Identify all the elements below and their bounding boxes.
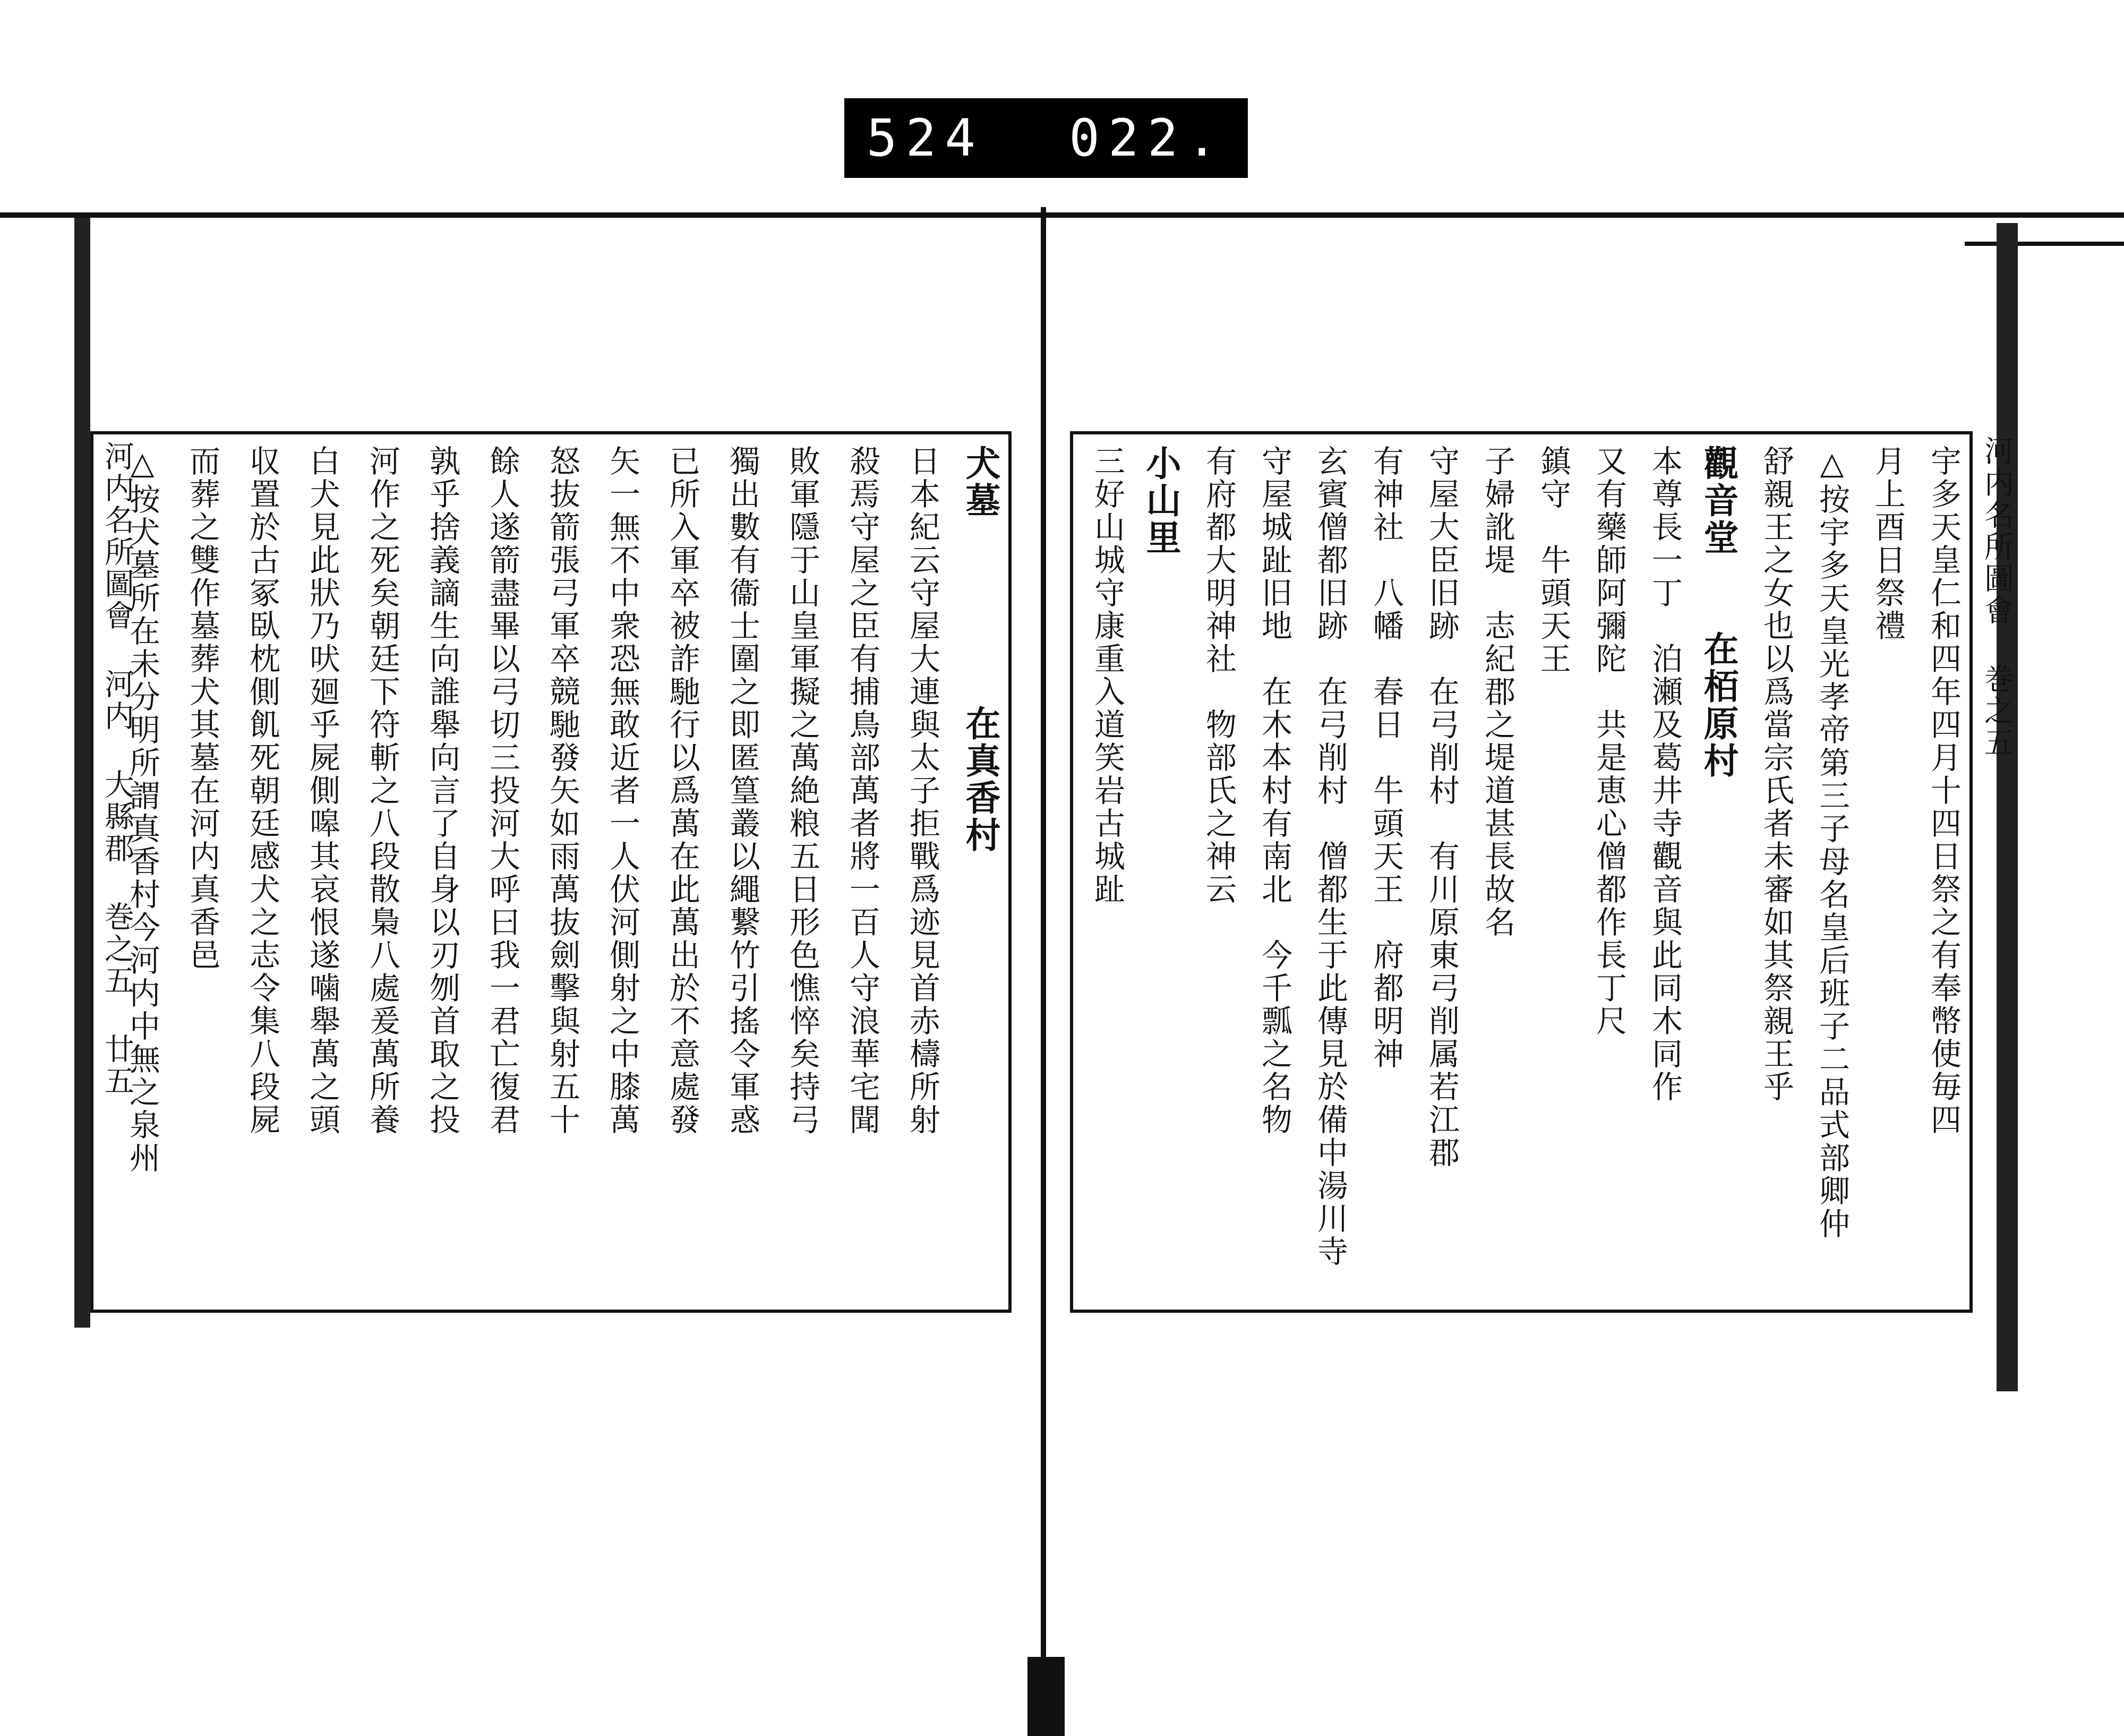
gutter-volume-right: 巻之五 (1980, 663, 2014, 759)
left-col-11: 白犬見此狀乃吠廻乎屍側嗥其哀恨遂噛舉萬之頭 (304, 445, 340, 1136)
left-col-6: 矢一無不中衆恐無敢近者一人伏河側射之中膝萬 (604, 445, 640, 1136)
left-col-3: 敗軍隱于山皇軍擬之萬絶粮五日形色憔悴矣持弓 (784, 445, 820, 1136)
left-col-0: 犬墓 在真香村 (960, 445, 1001, 854)
right-col-11: 玄賓僧都旧跡 在弓削村 僧都生于此傳見於備中湯川寺 (1312, 445, 1348, 1268)
left-col-7: 怒抜箭張弓軍卒競馳發矢如雨萬抜劍擊與射五十 (544, 445, 580, 1136)
left-col-10: 河作之死矣朝廷下符斬之八段散梟八處爰萬所養 (364, 445, 400, 1136)
left-col-14: △按犬墓所在未分明所謂真香村今河内中無之泉州 (124, 445, 160, 1175)
left-col-12: 収置於古冢臥枕側飢死朝廷感犬之志令集八段屍 (244, 445, 280, 1136)
right-col-9: 守屋大臣旧跡 在弓削村 有川原東弓削属若江郡 (1424, 445, 1460, 1169)
archive-number-right: 022. (1069, 108, 1226, 168)
right-col-2: △按宇多天皇光孝帝第三子母名皇后班子二品式部卿仲 (1814, 445, 1850, 1241)
right-col-7: 鎮守 牛頭天王 (1535, 445, 1571, 675)
left-col-8: 餘人遂箭盡畢以弓切三投河大呼曰我一君亡復君 (484, 445, 520, 1136)
left-col-4: 獨出數有衞士圍之即匿篁叢以繩繋竹引搖令軍惑 (724, 445, 760, 1136)
archive-number-stamp (844, 98, 1248, 178)
right-col-14: 小山里 (1140, 445, 1181, 557)
archive-number-left: 524 (866, 108, 984, 168)
right-col-0: 宇多天皇仁和四年四月十四日祭之有奉幣使毎四 (1925, 445, 1962, 1136)
right-col-1: 月上酉日祭禮 (1870, 445, 1906, 643)
right-col-3: 舒親王之女也以爲當宗氏者未審如其祭親王乎 (1758, 445, 1794, 1104)
left-col-1: 日本紀云守屋大連與太子拒戰爲迹見首赤檮所射 (904, 445, 940, 1136)
gutter-chapter: 河内 (100, 669, 134, 732)
gutter-title-right: 河内名所圖會 (1980, 435, 2014, 627)
left-col-13: 而葬之雙作墓葬犬其墓在河内真香邑 (184, 445, 220, 972)
right-col-5: 本尊長一丁 泊瀬及葛井寺觀音與此同木同作 (1647, 445, 1683, 1104)
right-col-8: 子婦訛堤 志紀郡之堤道甚長故名 (1479, 445, 1515, 939)
left-page-text-block (90, 431, 1012, 1313)
gutter-title: 河内名所圖會 (100, 441, 134, 632)
left-edge-strip (74, 218, 90, 1328)
gutter-district: 大縣郡 (100, 769, 134, 865)
right-col-6: 又有藥師阿彌陀 共是恵心僧都作長丁尺 (1591, 445, 1627, 1038)
right-col-15: 三好山城守康重入道笑岩古城趾 (1089, 445, 1125, 906)
left-col-2: 殺焉守屋之臣有捕鳥部萬者將一百人守浪華宅聞 (844, 445, 880, 1136)
right-col-13: 有府都大明神社 物部氏之神云 (1201, 445, 1237, 906)
book-spine (1041, 207, 1046, 1683)
top-rule (0, 212, 2124, 218)
right-col-4: 觀音堂 在栢原村 (1698, 445, 1739, 780)
right-gutter-label (1975, 435, 2018, 759)
right-col-10: 有神社 八幡 春日 牛頭天王 府都明神 (1368, 445, 1404, 1071)
right-col-12: 守屋城趾旧地 在木本村有南北 今千瓢之名物 (1256, 445, 1292, 1136)
left-col-5: 已所入軍卒被詐馳行以爲萬在此萬出於不意處發 (664, 445, 700, 1136)
top-rule-right (1965, 242, 2124, 246)
right-page-text-block (1070, 431, 1973, 1313)
gutter-volume: 巻之五 (100, 901, 134, 997)
spine-binding-block (1027, 1657, 1065, 1736)
gutter-page: 廿五 (100, 1033, 134, 1097)
right-edge-strip (1997, 223, 2018, 1391)
left-col-9: 孰乎捨義謫生向誰舉向言了自身以刃刎首取之投 (424, 445, 460, 1136)
